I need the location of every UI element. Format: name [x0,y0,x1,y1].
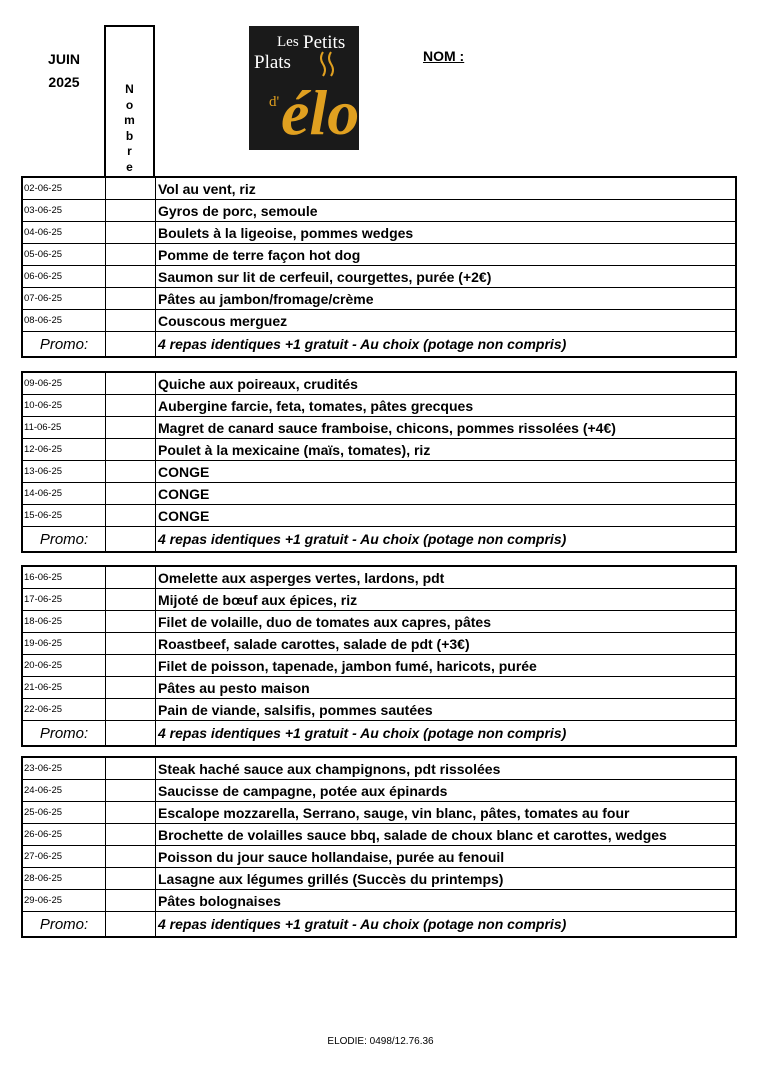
dish-cell: Poisson du jour sauce hollandaise, purée au fenouil [156,846,736,868]
date-cell: 09-06-25 [23,373,106,395]
brand-logo [249,26,359,150]
dish-cell: CONGE [156,505,736,527]
quantity-cell[interactable] [106,567,156,589]
date-cell: 24-06-25 [23,780,106,802]
date-cell: 18-06-25 [23,611,106,633]
nombre-column-header [104,25,155,177]
promo-row [23,332,736,357]
promo-text: 4 repas identiques +1 gratuit - Au choix (potage non compris) [156,332,736,357]
dish-cell: CONGE [156,461,736,483]
dish-cell: Filet de volaille, duo de tomates aux capres, pâtes [156,611,736,633]
dish-cell: Vol au vent, riz [156,178,736,200]
nombre-letter: N [125,82,134,96]
logo-text-d: d' [269,94,280,110]
quantity-cell[interactable] [106,483,156,505]
promo-row [23,721,736,746]
promo-text: 4 repas identiques +1 gratuit - Au choix (potage non compris) [156,527,736,552]
quantity-cell[interactable] [106,890,156,912]
dish-cell: Steak haché sauce aux champignons, pdt rissolées [156,758,736,780]
date-cell: 05-06-25 [23,244,106,266]
quantity-cell[interactable] [106,395,156,417]
quantity-cell[interactable] [106,310,156,332]
quantity-cell[interactable] [106,655,156,677]
month-label: JUIN [48,51,80,67]
quantity-cell[interactable] [106,758,156,780]
menu-row [23,567,736,589]
menu-row [23,758,736,780]
nombre-letter: b [125,128,134,143]
quantity-cell[interactable] [106,505,156,527]
dish-cell: Pomme de terre façon hot dog [156,244,736,266]
date-cell: 02-06-25 [23,178,106,200]
week-table [22,566,736,746]
quantity-cell[interactable] [106,802,156,824]
logo-text-petits: Petits [303,32,346,53]
menu-row [23,633,736,655]
nombre-letter: e [126,159,133,174]
steam-icon [321,52,333,76]
dish-cell: Poulet à la mexicaine (maïs, tomates), riz [156,439,736,461]
quantity-cell[interactable] [106,780,156,802]
dish-cell: Pain de viande, salsifis, pommes sautées [156,699,736,721]
dish-cell: CONGE [156,483,736,505]
dish-cell: Filet de poisson, tapenade, jambon fumé, haricots, purée [156,655,736,677]
promo-label: Promo: [23,527,106,552]
logo-text-les: Les [277,34,299,50]
menu-row [23,802,736,824]
promo-text: 4 repas identiques +1 gratuit - Au choix (potage non compris) [156,912,736,937]
date-cell: 08-06-25 [23,310,106,332]
date-cell: 19-06-25 [23,633,106,655]
menu-row [23,178,736,200]
menu-row [23,868,736,890]
quantity-cell[interactable] [106,244,156,266]
menu-row [23,655,736,677]
name-label: NOM : [423,48,465,64]
menu-row [23,200,736,222]
date-cell: 06-06-25 [23,266,106,288]
quantity-cell[interactable] [106,912,156,937]
menu-row [23,461,736,483]
dish-cell: Magret de canard sauce framboise, chicons, pommes rissolées (+4€) [156,417,736,439]
logo-text-elo: élo [281,77,359,148]
dish-cell: Mijoté de bœuf aux épices, riz [156,589,736,611]
dish-cell: Quiche aux poireaux, crudités [156,373,736,395]
menu-row [23,373,736,395]
week-table [22,177,736,357]
date-cell: 07-06-25 [23,288,106,310]
week-table [22,372,736,552]
month-year [36,48,92,94]
dish-cell: Aubergine farcie, feta, tomates, pâtes grecques [156,395,736,417]
quantity-cell[interactable] [106,868,156,890]
quantity-cell[interactable] [106,824,156,846]
date-cell: 03-06-25 [23,200,106,222]
date-cell: 25-06-25 [23,802,106,824]
footer-contact: ELODIE: 0498/12.76.36 [327,1036,434,1047]
quantity-cell[interactable] [106,266,156,288]
date-cell: 12-06-25 [23,439,106,461]
quantity-cell[interactable] [106,527,156,552]
date-cell: 17-06-25 [23,589,106,611]
menu-row [23,824,736,846]
menu-row [23,288,736,310]
date-cell: 29-06-25 [23,890,106,912]
quantity-cell[interactable] [106,611,156,633]
quantity-cell[interactable] [106,222,156,244]
week-table [22,757,736,937]
nombre-letter: r [127,144,132,158]
dish-cell: Pâtes au jambon/fromage/crème [156,288,736,310]
promo-text: 4 repas identiques +1 gratuit - Au choix (potage non compris) [156,721,736,746]
date-cell: 14-06-25 [23,483,106,505]
quantity-cell[interactable] [106,288,156,310]
menu-row [23,505,736,527]
dish-cell: Couscous merguez [156,310,736,332]
menu-row [23,417,736,439]
menu-row [23,310,736,332]
date-cell: 23-06-25 [23,758,106,780]
menu-row [23,266,736,288]
menu-row [23,611,736,633]
quantity-cell[interactable] [106,699,156,721]
dish-cell: Saumon sur lit de cerfeuil, courgettes, purée (+2€) [156,266,736,288]
promo-row [23,912,736,937]
dish-cell: Pâtes bolognaises [156,890,736,912]
quantity-cell[interactable] [106,439,156,461]
date-cell: 21-06-25 [23,677,106,699]
dish-cell: Gyros de porc, semoule [156,200,736,222]
dish-cell: Boulets à la ligeoise, pommes wedges [156,222,736,244]
quantity-cell[interactable] [106,677,156,699]
date-cell: 04-06-25 [23,222,106,244]
menu-row [23,439,736,461]
dish-cell: Omelette aux asperges vertes, lardons, pdt [156,567,736,589]
nombre-letter: m [124,113,135,127]
quantity-cell[interactable] [106,373,156,395]
dish-cell: Pâtes au pesto maison [156,677,736,699]
menu-row [23,244,736,266]
quantity-cell[interactable] [106,461,156,483]
quantity-cell[interactable] [106,417,156,439]
promo-row [23,527,736,552]
date-cell: 15-06-25 [23,505,106,527]
menu-row [23,890,736,912]
dish-cell: Roastbeef, salade carottes, salade de pdt (+3€) [156,633,736,655]
date-cell: 13-06-25 [23,461,106,483]
date-cell: 20-06-25 [23,655,106,677]
dish-cell: Brochette de volailles sauce bbq, salade de choux blanc et carottes, wedges [156,824,736,846]
date-cell: 16-06-25 [23,567,106,589]
menu-row [23,677,736,699]
quantity-cell[interactable] [106,200,156,222]
menu-row [23,222,736,244]
menu-row [23,483,736,505]
date-cell: 28-06-25 [23,868,106,890]
quantity-cell[interactable] [106,332,156,357]
menu-row [23,589,736,611]
logo-text-plats: Plats [254,52,291,73]
year-label: 2025 [48,74,80,90]
menu-row [23,395,736,417]
promo-label: Promo: [23,332,106,357]
date-cell: 22-06-25 [23,699,106,721]
menu-row [23,780,736,802]
date-cell: 26-06-25 [23,824,106,846]
dish-cell: Escalope mozzarella, Serrano, sauge, vin blanc, pâtes, tomates au four [156,802,736,824]
menu-row [23,699,736,721]
quantity-cell[interactable] [106,633,156,655]
promo-label: Promo: [23,912,106,937]
date-cell: 11-06-25 [23,417,106,439]
quantity-cell[interactable] [106,846,156,868]
quantity-cell[interactable] [106,589,156,611]
menu-row [23,846,736,868]
date-cell: 10-06-25 [23,395,106,417]
promo-label: Promo: [23,721,106,746]
date-cell: 27-06-25 [23,846,106,868]
quantity-cell[interactable] [106,178,156,200]
dish-cell: Saucisse de campagne, potée aux épinards [156,780,736,802]
nombre-letter: o [125,97,134,112]
dish-cell: Lasagne aux légumes grillés (Succès du printemps) [156,868,736,890]
quantity-cell[interactable] [106,721,156,746]
